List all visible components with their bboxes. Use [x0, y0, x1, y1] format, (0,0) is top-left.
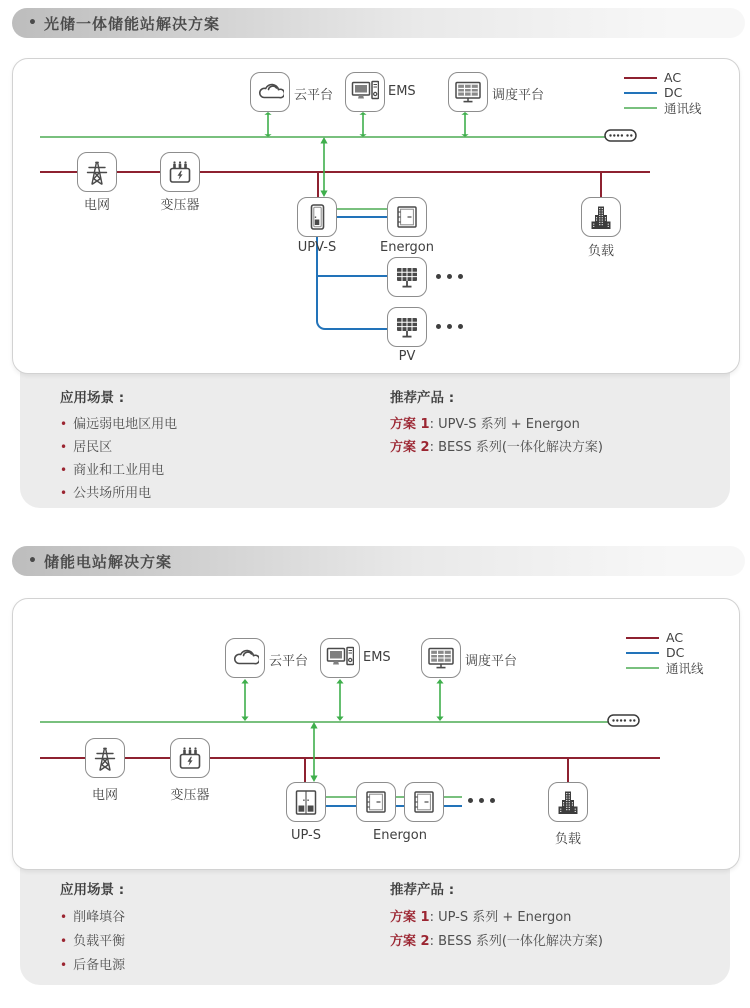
converter-node — [286, 782, 326, 822]
legend-dc-label: DC — [664, 85, 683, 100]
plan-label: 方案 2 — [390, 440, 430, 455]
grid-label: 电网 — [91, 788, 119, 803]
products-title: 推荐产品 : — [390, 390, 455, 406]
legend-comm-swatch — [624, 107, 657, 109]
comm-link-converter-energon — [337, 208, 387, 210]
bullet-icon: • — [60, 910, 68, 924]
header-bullet: • — [28, 15, 38, 31]
transformer-node — [160, 152, 200, 192]
grid-node — [85, 738, 125, 778]
pv-node-2 — [387, 307, 427, 347]
comm-arrow-ems — [357, 112, 369, 137]
section2-header — [12, 546, 745, 576]
legend — [626, 630, 704, 675]
comm-bus-connector — [607, 714, 640, 727]
energon-label: Energon — [372, 828, 428, 843]
transformer-icon — [176, 744, 204, 772]
energon-node — [387, 197, 427, 237]
plan-line — [390, 906, 571, 925]
comm-arrow-dispatch — [459, 112, 471, 137]
dispatch-label: 调度平台 — [492, 88, 545, 103]
scenario-text: 负载平衡 — [73, 934, 126, 949]
cloud-platform-label: 云平台 — [269, 654, 309, 669]
converter-label: UP-S — [290, 828, 322, 843]
plan-label: 方案 1 — [390, 417, 430, 432]
ac-bus-line — [40, 171, 650, 173]
comm-bus-connector — [604, 129, 637, 142]
comm-arrow-converter — [318, 137, 330, 197]
power-grid-icon — [83, 158, 111, 186]
scenario-text: 削峰填谷 — [73, 910, 126, 925]
ac-drop-load — [600, 171, 602, 198]
power-grid-icon — [91, 744, 119, 772]
bullet-icon: • — [60, 463, 68, 477]
bullet-icon: • — [60, 440, 68, 454]
more-pv-dots — [436, 324, 463, 329]
load-node — [581, 197, 621, 237]
ems-icon — [351, 78, 379, 106]
grid-node — [77, 152, 117, 192]
ups-cabinet-icon — [292, 788, 320, 816]
legend-dc-swatch — [626, 652, 659, 654]
bullet-icon: • — [60, 934, 68, 948]
ems-label: EMS — [388, 84, 416, 99]
dispatch-monitor-icon — [454, 78, 482, 106]
energon-node-2 — [404, 782, 444, 822]
dc-branch-pv1 — [317, 275, 387, 277]
comm-arrow-ems — [334, 679, 346, 721]
legend-ac-swatch — [624, 77, 657, 79]
transformer-node — [170, 738, 210, 778]
energon-label: Energon — [379, 240, 435, 255]
battery-cabinet-icon — [410, 788, 438, 816]
energon-node-1 — [356, 782, 396, 822]
comm-arrow-cloud — [239, 679, 251, 721]
plan-text: : UP-S 系列 + Energon — [429, 910, 572, 925]
cloud-platform-node — [250, 72, 290, 112]
dispatch-node — [448, 72, 488, 112]
transformer-icon — [166, 158, 194, 186]
ac-drop-converter — [317, 171, 319, 198]
plan-label: 方案 1 — [390, 910, 430, 925]
comm-arrow-dispatch — [434, 679, 446, 721]
legend-ac-swatch — [626, 637, 659, 639]
scenario-item — [60, 954, 125, 973]
cloud-platform-label: 云平台 — [294, 88, 334, 103]
legend-ac-label: AC — [666, 630, 684, 645]
legend — [624, 70, 702, 115]
pv-label: PV — [398, 349, 416, 364]
plan-text: : BESS 系列(一体化解决方案) — [429, 934, 604, 949]
transformer-label: 变压器 — [160, 198, 200, 213]
bullet-icon: • — [60, 486, 68, 500]
scenarios-title: 应用场景 : — [60, 390, 125, 406]
scenario-item — [60, 906, 125, 925]
legend-comm-label: 通讯线 — [664, 100, 702, 116]
cloud-icon — [256, 78, 284, 106]
section2-title: 储能电站解决方案 — [43, 552, 172, 571]
load-building-icon — [554, 788, 582, 816]
plan-text: : UPV-S 系列 + Energon — [429, 417, 580, 432]
scenario-text: 后备电源 — [73, 958, 126, 973]
load-label: 负载 — [554, 832, 582, 847]
pv-node-1 — [387, 257, 427, 297]
battery-cabinet-icon — [362, 788, 390, 816]
legend-comm-swatch — [626, 667, 659, 669]
bullet-icon: • — [60, 417, 68, 431]
ac-drop-load — [567, 757, 569, 783]
scenario-text: 偏远弱电地区用电 — [73, 417, 178, 432]
scenario-item — [60, 482, 151, 501]
bullet-icon: • — [60, 958, 68, 972]
scenario-item — [60, 930, 125, 949]
load-building-icon — [587, 203, 615, 231]
scenario-item — [60, 436, 112, 455]
pv-panel-icon — [393, 263, 421, 291]
comm-arrow-cloud — [262, 112, 274, 137]
scenario-item — [60, 459, 164, 478]
section1-title: 光储一体储能站解决方案 — [43, 14, 220, 33]
scenario-text: 公共场所用电 — [73, 486, 152, 501]
cloud-platform-node — [225, 638, 265, 678]
plan-text: : BESS 系列(一体化解决方案) — [429, 440, 604, 455]
dispatch-monitor-icon — [427, 644, 455, 672]
legend-dc-label: DC — [666, 645, 685, 660]
battery-cabinet-icon — [393, 203, 421, 231]
ac-drop-converter — [304, 757, 306, 783]
legend-dc-swatch — [624, 92, 657, 94]
comm-arrow-converter — [308, 722, 320, 782]
dc-link-converter-energon — [337, 216, 387, 218]
comm-bus-line — [40, 721, 608, 723]
ems-node — [320, 638, 360, 678]
plan-line — [390, 436, 603, 455]
dispatch-node — [421, 638, 461, 678]
products-title: 推荐产品 : — [390, 882, 455, 898]
header-bullet: • — [28, 553, 38, 569]
scenario-text: 商业和工业用电 — [73, 463, 165, 478]
grid-label: 电网 — [83, 198, 111, 213]
more-energon-dots — [468, 798, 495, 803]
scenario-item — [60, 413, 177, 432]
transformer-label: 变压器 — [170, 788, 210, 803]
converter-label: UPV-S — [297, 240, 337, 255]
cloud-icon — [231, 644, 259, 672]
more-pv-dots — [436, 274, 463, 279]
plan-line — [390, 930, 603, 949]
converter-node — [297, 197, 337, 237]
pv-panel-icon — [393, 313, 421, 341]
ems-node — [345, 72, 385, 112]
legend-ac-label: AC — [664, 70, 682, 85]
dispatch-label: 调度平台 — [465, 654, 518, 669]
ems-icon — [326, 644, 354, 672]
inverter-icon — [303, 203, 331, 231]
section1-header — [12, 8, 745, 38]
plan-line — [390, 413, 580, 432]
ems-label: EMS — [363, 650, 391, 665]
legend-comm-label: 通讯线 — [666, 660, 704, 676]
load-label: 负载 — [587, 244, 615, 259]
scenarios-title: 应用场景 : — [60, 882, 125, 898]
load-node — [548, 782, 588, 822]
scenario-text: 居民区 — [73, 440, 113, 455]
plan-label: 方案 2 — [390, 934, 430, 949]
